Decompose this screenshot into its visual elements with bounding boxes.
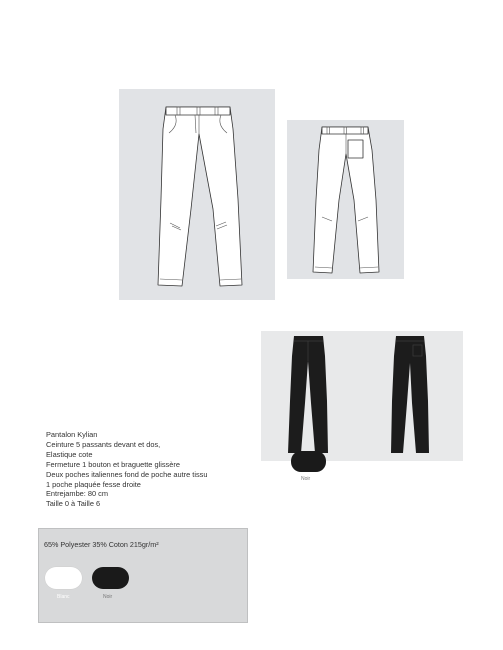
- size-range-line: Taille 0 à Taille 6: [46, 499, 101, 509]
- front-sketch-panel: [119, 89, 275, 300]
- product-name: Pantalon Kylian: [46, 430, 98, 439]
- fabric-composition: 65% Polyester 35% Coton 215gr/m²: [44, 540, 159, 549]
- pants-photo-drawing: [261, 331, 463, 461]
- description-line: Elastique cote: [46, 449, 93, 459]
- noir-color-swatch[interactable]: [92, 567, 129, 589]
- description-line: 1 poche plaquée fesse droite: [46, 479, 141, 489]
- inseam-line: Entrejambe: 80 cm: [46, 489, 109, 499]
- pants-front-drawing: [119, 89, 275, 300]
- pants-back-drawing: [287, 120, 404, 279]
- back-sketch-panel: [287, 120, 404, 279]
- fabric-info-box: [38, 528, 248, 623]
- description-line: Fermeture 1 bouton et braguette glissère: [46, 459, 180, 469]
- blanc-swatch-label: Blanc: [57, 594, 70, 600]
- noir-color-swatch[interactable]: [291, 451, 326, 472]
- noir-swatch-label: Noir: [301, 476, 311, 482]
- noir-swatch-label: Noir: [103, 594, 113, 600]
- product-photo-panel: [261, 331, 463, 461]
- description-line: Deux poches italiennes fond de poche autre tissu: [46, 469, 208, 479]
- product-description: [46, 430, 207, 509]
- blanc-color-swatch[interactable]: [45, 567, 82, 589]
- description-line: Ceinture 5 passants devant et dos,: [46, 439, 161, 449]
